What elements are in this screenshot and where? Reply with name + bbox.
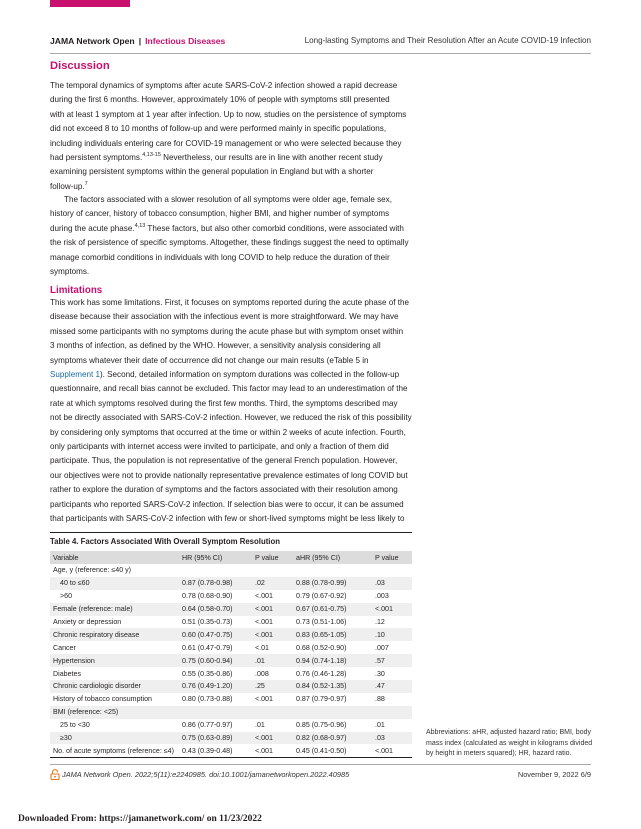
text-line: by considering only symptoms that occurred at the time or within 2 weeks of acute infection. Fourth, bbox=[50, 427, 406, 437]
table-abbreviations bbox=[426, 728, 598, 760]
text-line: history of cancer, history of tobacco consumption, higher BMI, and higher number of symptoms bbox=[50, 209, 390, 219]
table-cell: .02 bbox=[252, 577, 293, 590]
table-cell bbox=[372, 706, 412, 719]
table-cell: <.01 bbox=[255, 643, 270, 652]
table-cell: 0.84 (0.52-1.35) bbox=[293, 680, 372, 693]
supplement-link[interactable]: Supplement 1 bbox=[50, 370, 100, 380]
text-run: Nevertheless, our results are in line with another recent study bbox=[160, 153, 383, 163]
table-cell: Female (reference: male) bbox=[50, 603, 179, 616]
table-cell: 0.80 (0.73-0.88) bbox=[182, 695, 233, 704]
text-line: by height in meters squared); HR, hazard ratio. bbox=[426, 750, 572, 757]
table-cell: ≥30 bbox=[50, 732, 179, 745]
table-row bbox=[50, 654, 412, 667]
table-cell: .01 bbox=[375, 721, 385, 730]
text-line: examining persistent symptoms within the general population in England but with a shorter bbox=[50, 167, 374, 177]
table-cell: 0.88 (0.78-0.99) bbox=[293, 577, 372, 590]
table-cell: <.001 bbox=[255, 695, 273, 704]
table-cell: 0.75 (0.63-0.89) bbox=[179, 732, 252, 745]
table-cell: BMI (reference: <25) bbox=[50, 706, 179, 719]
discussion-heading: Discussion bbox=[50, 60, 110, 72]
text-line: symptoms. bbox=[50, 267, 90, 277]
text-line: questionnaire, and recall bias cannot be excluded. This factor may lead to an underestimation of the bbox=[50, 384, 408, 394]
table-row bbox=[50, 641, 412, 654]
column-header: Variable bbox=[50, 551, 179, 564]
table-cell: 0.45 (0.41-0.50) bbox=[293, 744, 372, 757]
table-cell: 0.55 (0.35-0.86) bbox=[182, 669, 233, 678]
text-line: The temporal dynamics of symptoms after acute SARS-CoV-2 infection showed a rapid decrease bbox=[50, 81, 398, 90]
table-cell bbox=[252, 564, 293, 577]
table-cell: History of tobacco consumption bbox=[53, 695, 152, 704]
text-line: participate. Thus, the population is not representative of the general French population. However, bbox=[50, 456, 398, 466]
table-cell: 0.86 (0.77-0.97) bbox=[182, 721, 233, 730]
table-cell: .30 bbox=[375, 669, 385, 678]
text-line: did not exceed 8 to 10 months of follow-up and were performed mainly in specific populations, bbox=[50, 124, 387, 134]
table-cell: 0.64 (0.58-0.70) bbox=[179, 603, 252, 616]
table-cell: No. of acute symptoms (reference: ≤4) bbox=[50, 744, 179, 757]
section-name: Infectious Diseases bbox=[145, 36, 226, 46]
table-cell: 0.85 (0.75-0.96) bbox=[296, 721, 347, 730]
text-line: with at least 1 symptom at 1 year after infection. Up to now, studies on the persistence of symptoms bbox=[50, 109, 407, 119]
limitations-paragraph bbox=[50, 296, 422, 527]
table-cell: 0.79 (0.67-0.92) bbox=[296, 592, 347, 601]
text-line bbox=[50, 368, 422, 382]
text-line: manage comorbid conditions in individuals with long COVID to help reduce the duration of their bbox=[50, 252, 390, 262]
table-cell: 0.43 (0.39-0.48) bbox=[179, 744, 252, 757]
column-header: aHR (95% CI) bbox=[293, 551, 372, 564]
table-cell: 25 to <30 bbox=[60, 721, 90, 730]
table-cell: .003 bbox=[375, 592, 389, 601]
table-row bbox=[50, 667, 412, 680]
table-cell: .03 bbox=[372, 577, 412, 590]
footer-date-page: November 9, 2022 6/9 bbox=[517, 770, 591, 779]
table-row bbox=[50, 719, 412, 732]
discussion-paragraph-2 bbox=[50, 193, 422, 279]
table-cell: .88 bbox=[375, 695, 385, 704]
table-cell bbox=[293, 706, 372, 719]
table-header-row bbox=[50, 551, 412, 564]
table-cell: .007 bbox=[375, 643, 389, 652]
table-cell: .10 bbox=[372, 628, 412, 641]
table-row bbox=[50, 706, 412, 719]
table-cell: <.001 bbox=[372, 744, 412, 757]
table-cell: Hypertension bbox=[50, 654, 179, 667]
limitations-heading: Limitations bbox=[50, 285, 103, 296]
citation-ref: 7 bbox=[84, 180, 88, 187]
table-cell: <.001 bbox=[372, 603, 412, 616]
table-row bbox=[50, 680, 412, 693]
journal-section-label bbox=[50, 36, 225, 46]
table-cell: <.001 bbox=[255, 592, 273, 601]
text-line: rather to explore the duration of symptoms and the factors associated with their resolution among bbox=[50, 485, 398, 495]
table-row bbox=[50, 577, 412, 590]
text-line: not be directly associated with SARS-CoV-2 infection. However, we reduced the risk of this possibility bbox=[50, 413, 412, 423]
text-run: ). Second, detailed information on symptom durations was collected in the follow-up bbox=[99, 370, 400, 380]
table-cell: 0.87 (0.78-0.98) bbox=[179, 577, 252, 590]
table-cell: 0.76 (0.46-1.28) bbox=[296, 669, 347, 678]
table-cell bbox=[179, 564, 252, 577]
table-cell: 0.78 (0.68-0.90) bbox=[182, 592, 233, 601]
table-cell: 0.82 (0.68-0.97) bbox=[293, 732, 372, 745]
table-cell: Chronic respiratory disease bbox=[50, 628, 179, 641]
table-cell: Age, y (reference: ≤40 y) bbox=[53, 566, 132, 575]
text-line: mass index (calculated as weight in kilograms divided bbox=[426, 739, 593, 747]
table-row bbox=[50, 590, 412, 603]
table-row bbox=[50, 628, 412, 641]
citation-ref: 4,13 bbox=[134, 222, 146, 229]
text-run: during the acute phase. bbox=[50, 223, 135, 233]
table-cell bbox=[252, 706, 293, 719]
table-row bbox=[50, 732, 412, 745]
text-line: including individuals entering care for COVID-19 management or who were selected because they bbox=[50, 138, 402, 148]
table-cell: 0.60 (0.47-0.75) bbox=[179, 628, 252, 641]
factors-table bbox=[50, 551, 412, 758]
text-line bbox=[50, 151, 422, 165]
table-cell: Anxiety or depression bbox=[53, 618, 122, 626]
table-cell: 0.87 (0.79-0.97) bbox=[296, 695, 347, 704]
text-line: during the first 6 months. However, approximately 10% of people with symptoms still presented bbox=[50, 95, 390, 105]
table-row bbox=[50, 616, 412, 629]
open-access-icon bbox=[50, 769, 60, 780]
running-title: Long-lasting Symptoms and Their Resolution After an Acute COVID-19 Infection bbox=[304, 36, 591, 45]
table-cell: <.001 bbox=[252, 744, 293, 757]
table-cell: 0.83 (0.65-1.05) bbox=[293, 628, 372, 641]
table-cell: .03 bbox=[372, 732, 412, 745]
table-cell: <.001 bbox=[252, 628, 293, 641]
table-cell: <.001 bbox=[255, 618, 273, 626]
text-line: participants who reported SARS-CoV-2 infection. If selection bias were to occur, it can be assumed bbox=[50, 499, 404, 509]
table-cell: .47 bbox=[372, 680, 412, 693]
table-row bbox=[50, 564, 412, 577]
table-cell bbox=[372, 564, 412, 577]
citation-ref: 4,13-15 bbox=[142, 152, 161, 159]
table-cell: <.001 bbox=[252, 732, 293, 745]
journal-name: JAMA Network Open bbox=[50, 36, 135, 46]
text-line: only participants with internet access were invited to participate, and only a fraction of them did bbox=[50, 442, 389, 452]
text-line: rate at which symptoms resolved during the first few months. Third, the symptoms described may bbox=[50, 398, 398, 408]
header-separator: | bbox=[138, 36, 142, 46]
table-cell: 0.75 (0.60-0.94) bbox=[179, 654, 252, 667]
journal-color-bar bbox=[50, 0, 130, 7]
text-line: missed some participants with no symptoms during the acute phase but with symptom onset within bbox=[50, 326, 404, 336]
table-row bbox=[50, 744, 412, 757]
table-cell: <.001 bbox=[252, 603, 293, 616]
table-cell: Chronic cardiologic disorder bbox=[50, 680, 179, 693]
footer-citation: JAMA Network Open. 2022;5(11):e2240985. doi:10.1001/jamanetworkopen.2022.40985 bbox=[62, 770, 350, 779]
text-line: This work has some limitations. First, it focuses on symptoms reported during the acute phase of the bbox=[50, 298, 409, 307]
table-cell bbox=[179, 706, 252, 719]
text-line: disease because their association with the infectious event is more straightforward. We may have bbox=[50, 312, 399, 322]
text-line: The factors associated with a slower resolution of all symptoms were older age, female sex, bbox=[64, 195, 392, 204]
text-run: follow-up. bbox=[50, 181, 85, 191]
table-cell: 0.68 (0.52-0.90) bbox=[296, 643, 347, 652]
table-cell: .01 bbox=[252, 654, 293, 667]
table-cell: Diabetes bbox=[53, 669, 81, 678]
table-cell: 0.73 (0.51-1.06) bbox=[296, 618, 347, 626]
table-cell: 0.94 (0.74-1.18) bbox=[293, 654, 372, 667]
table-cell: 40 to ≤60 bbox=[50, 577, 179, 590]
download-note: Downloaded From: https://jamanetwork.com/ on 11/23/2022 bbox=[18, 814, 262, 824]
text-run: had persistent symptoms. bbox=[50, 153, 143, 163]
running-header bbox=[50, 36, 591, 50]
text-line: that participants with SARS-CoV-2 infection with few or short-lived symptoms might be less likely to bbox=[50, 514, 405, 524]
table-cell: .12 bbox=[375, 618, 385, 626]
table-cell: 0.76 (0.49-1.20) bbox=[179, 680, 252, 693]
footer-rule bbox=[50, 764, 591, 765]
table-cell: >60 bbox=[60, 592, 73, 601]
table-row bbox=[50, 693, 412, 706]
text-line: the risk of persistence of specific symptoms. Altogether, these findings suggest the need to optimally bbox=[50, 238, 409, 248]
table-cell: .57 bbox=[372, 654, 412, 667]
table-cell: 0.67 (0.61-0.75) bbox=[293, 603, 372, 616]
table-top-rule bbox=[50, 532, 412, 533]
column-header: HR (95% CI) bbox=[179, 551, 252, 564]
table-cell: .008 bbox=[255, 669, 269, 678]
discussion-paragraph-1 bbox=[50, 79, 422, 194]
table-cell: .25 bbox=[252, 680, 293, 693]
table-cell: 0.61 (0.47-0.79) bbox=[182, 643, 233, 652]
table-cell: 0.51 (0.35-0.73) bbox=[182, 618, 233, 626]
column-header: P value bbox=[252, 551, 293, 564]
text-line: symptoms whatever their date of occurrence did not change our main results (eTable 5 in bbox=[50, 355, 369, 365]
text-line: our objectives were not to provide nationally representative prevalence estimates of long COVID but bbox=[50, 470, 408, 480]
text-line: 3 months of infection, as defined by the WHO. However, a sensitivity analysis considering all bbox=[50, 341, 381, 351]
page-footer bbox=[50, 769, 591, 781]
table-cell bbox=[293, 564, 372, 577]
text-line bbox=[50, 222, 422, 236]
text-line: Abbreviations: aHR, adjusted hazard ratio; BMI, body bbox=[426, 729, 591, 736]
table-title: Table 4. Factors Associated With Overall Symptom Resolution bbox=[50, 537, 280, 546]
table-row bbox=[50, 603, 412, 616]
text-run: These factors, but also other comorbid conditions, were associated with bbox=[145, 223, 404, 233]
table-cell: Cancer bbox=[53, 643, 76, 652]
column-header: P value bbox=[372, 551, 412, 564]
table-cell: .01 bbox=[255, 721, 265, 730]
header-rule bbox=[50, 53, 591, 54]
